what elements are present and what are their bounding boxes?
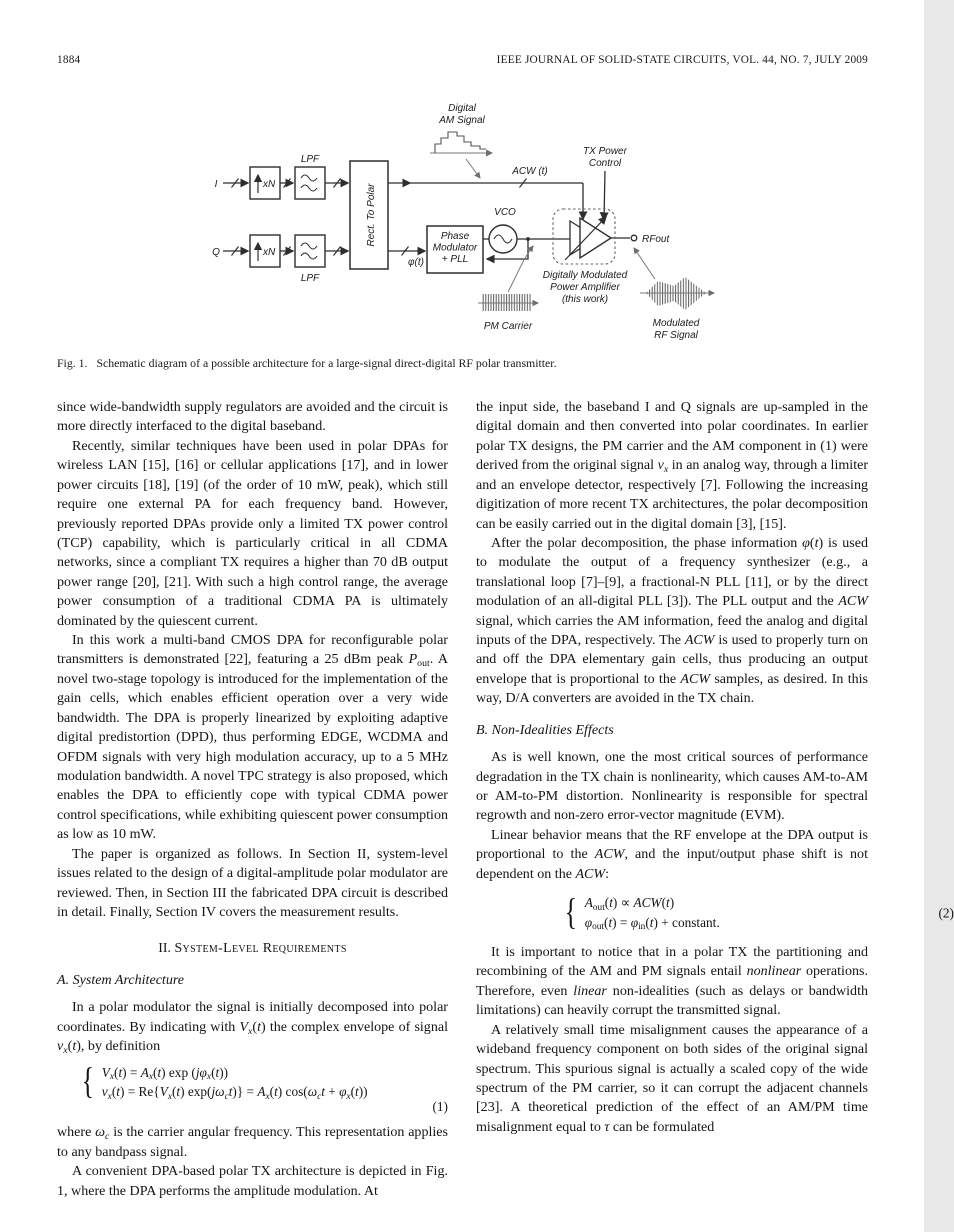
paragraph: A convenient DPA-based polar TX architecture is depicted in Fig. 1, where the DPA performs the amplitude modulation. At (57, 1163, 448, 1199)
vco-label: VCO (494, 207, 516, 218)
dpa-label-1: Digitally Modulated (542, 270, 628, 281)
equation-number: (1) (432, 1098, 448, 1114)
vco-block (489, 207, 517, 253)
equation-number: (2) (938, 904, 954, 920)
paragraph: the input side, the baseband I and Q signals are up-sampled in the digital domain and then converted into polar coordinates. In earlier polar TX designs, the PM carrier and the AM component in (1) were derived from the original signal $v_x$ in an analog way, through a limiter and an envelope detector, respectively [7]. Following the increasing digitization of more recent TX architectures, the polar decomposition can be easily carried out in the digital domain [3], [15]. (476, 399, 869, 532)
dpa-label-3: (this work) (561, 294, 609, 305)
equation-line: $V_x(t) = A_x(t)$ $\exp (j\varphi_x(t))$ (101, 1064, 229, 1083)
node-dot (526, 237, 530, 241)
phase-mod-label-1: Phase (440, 231, 470, 242)
paragraph: After the polar decomposition, the phase information φ(t) is used to modulate the output of a frequency synthesizer (e.g., a translational loop [7]–[9], a fractional-N PLL [11], or by the direct modulation of an all-digital PLL [3]). The PLL output and the ACW signal, which carries the AM information, feed the analog and digital inputs of the DPA, respectively. The ACW is used to properly turn on and off the DPA elementary gain cells, thus producing an output envelope that is proportional to the ACW samples, as desired. In this way, D/A converters are avoided in the TX chain. (476, 534, 868, 707)
subsection-heading: B. Non-Idealities Effects (476, 721, 614, 738)
left-column (57, 398, 448, 1201)
section-title: System-Level Requirements (174, 941, 347, 957)
right-column (476, 398, 954, 1137)
paragraph: Recently, similar techniques have been used in polar DPAs for wireless LAN [15], [16] or cellular applications [17], and in lower power circuits [18], [19] (of the order of 10 mW, peak), which still require one external PA for each frequency band. However, previously reported DPAs provide only a limited TX power control (TCP) capability, which is particularly critical in all CDMA networks, since a compliant TX requires a higher than 70 dB output power range [20], [21]. With such a high control range, the average power consumption of a traditional CDMA PA is ultimately dominated by the quiescent current. (57, 437, 448, 629)
pa-triangle-front (580, 218, 611, 258)
equation-line: $v_x(t) = Re\{V_x(t) \exp(j\omega_ct)\} = A_x(t) \cos(\omega_ct + \varphi_x(t))$ (101, 1083, 368, 1102)
digital-am-label-2: AM Signal (439, 115, 485, 126)
modulated-rf-annotation (634, 248, 714, 341)
equation-line: $\varphi_{out}(t) = \varphi_{in}(t)$ + constant. (584, 914, 720, 933)
modulated-rf-pointer-arrow (634, 248, 655, 279)
equation-2 (562, 891, 954, 933)
paragraph: It is important to notice that in a polar TX the partitioning and recombining of the AM and PM signals entail nonlinear operations. Therefore, even linear non-idealities (such as delays or bandwidth limitations) can heavily corrupt the transmitted signal. (476, 943, 869, 1019)
digital-am-annotation (430, 103, 492, 178)
acw-label: ACW (t) (512, 166, 548, 177)
upsampler-q-block (250, 235, 280, 267)
tx-power-label-2: Control (588, 158, 622, 169)
digital-am-label-1: Digital (448, 103, 476, 114)
paragraph: In a polar modulator the signal is initially decomposed into polar coordinates. By indicating with $V_x(t)$ the complex envelope of signal $v_x(t)$, by definition (57, 999, 448, 1057)
modulated-rf-waveform (644, 276, 708, 312)
dpa-label-2: Power Amplifier (550, 282, 620, 293)
rfout-label: RFout (642, 234, 670, 245)
input-q-label: Q (212, 247, 220, 258)
equation-2-wrap (476, 891, 954, 933)
paragraph: In this work a multi-band CMOS DPA for reconfigurable polar transmitters is demonstrated [22], featuring a 25 dBm peak $P_{out}$. A novel two-stage topology is introduced for the implementation of the gain cells, which enables efficient operation over a very wide bandwidth. The DPA is properly linearized by exploiting adaptive digital predistortion (DPD), thus performing EDGE, WCDMA and OFDM signals with very high modulation accuracy, up to a 5 MHz modulation bandwidth. A novel TPC strategy is also proposed, which enables the DPA to efficiently cope with typical CDMA power control specifications, while exhibiting quiescent power consumption as low as 10 mW. (57, 632, 448, 843)
tx-power-label-1: TX Power (583, 146, 627, 157)
pm-carrier-pointer-arrow (508, 246, 533, 292)
paragraph: since wide-bandwidth supply regulators are avoided and the circuit is more directly interfaced to the digital baseband. (57, 399, 448, 435)
paragraph: A relatively small time misalignment causes the appearance of a wideband frequency component on both sides of the original signal spectrum. This spurious signal is actually a scaled copy of the wide spectrum of the PM carrier, so it can corrupt the adjacent channels [23]. A theoretical prediction of the effect of an AM/PM time misalignment equal to τ can be formulated (476, 1021, 868, 1135)
lpf-label: LPF (300, 273, 320, 284)
upsample-label: xN (263, 247, 276, 258)
upsampler-i-block (250, 167, 280, 199)
lpf-q-block (295, 235, 325, 284)
rect-to-polar-label: Rect. To Polar (366, 183, 377, 247)
phase-modulator-block (427, 226, 483, 273)
journal-title: IEEE JOURNAL OF SOLID-STATE CIRCUITS, VOL. 44, NO. 7, JULY 2009 (496, 54, 868, 66)
lpf-i-block (295, 154, 325, 199)
paragraph: Linear behavior means that the RF envelope at the DPA output is proportional to the ACW, and the input/output phase shift is not dependent on the ACW: (476, 826, 868, 882)
paragraph: where $\omega_c$ is the carrier angular frequency. This representation applies to any bandpass signal. (57, 1124, 448, 1160)
phase-mod-label-2: Modulator (432, 242, 478, 254)
paragraph: The paper is organized as follows. In Section II, system-level issues related to the design of a digital-amplitude polar modulator are reviewed. Then, in Section III the fabricated DPA circuit is described in detail. Finally, Section IV covers the measurement results. (57, 845, 448, 920)
page-number: 1884 (57, 54, 81, 66)
input-i-label: I (214, 179, 218, 190)
running-header (57, 54, 868, 66)
pm-carrier-label: PM Carrier (483, 321, 533, 332)
staircase-waveform (430, 132, 492, 153)
digital-am-pointer-arrow (466, 159, 480, 178)
equation-line: $A_{out}(t) \propto ACW(t)$ (584, 895, 675, 913)
mod-rf-label-2: RF Signal (654, 330, 698, 341)
figure-caption (57, 356, 737, 371)
polar-tx-schematic (178, 97, 753, 352)
section-heading (57, 939, 448, 958)
lpf-label: LPF (300, 154, 320, 165)
equation-1 (79, 1061, 448, 1114)
phi-label: φ(t) (408, 257, 424, 268)
phase-mod-label-3: + PLL (441, 254, 469, 265)
figure-1 (178, 97, 753, 352)
brace: { (564, 891, 578, 933)
subsection-heading: A. System Architecture (57, 971, 185, 988)
dpa-block (553, 209, 615, 264)
paragraph: As is well known, one the most critical sources of performance degradation in the TX chain is nonlinearity, which causes AM-to-AM or AM-to-PM distortion. Nonlinearity is responsible for spectral regrowth and non-zero error-vector magnitude (EVM). (476, 749, 868, 824)
upsample-label: xN (263, 179, 276, 190)
brace: { (81, 1061, 95, 1103)
section-number: II. (158, 941, 171, 957)
mod-rf-label-1: Modulated (652, 318, 700, 329)
figure-caption-label: Fig. 1. (57, 356, 88, 370)
rect-to-polar-block (350, 161, 388, 269)
figure-caption-text: Schematic diagram of a possible architecture for a large-signal direct-digital RF polar transmitter. (96, 356, 557, 370)
rfout-terminal (631, 235, 637, 241)
